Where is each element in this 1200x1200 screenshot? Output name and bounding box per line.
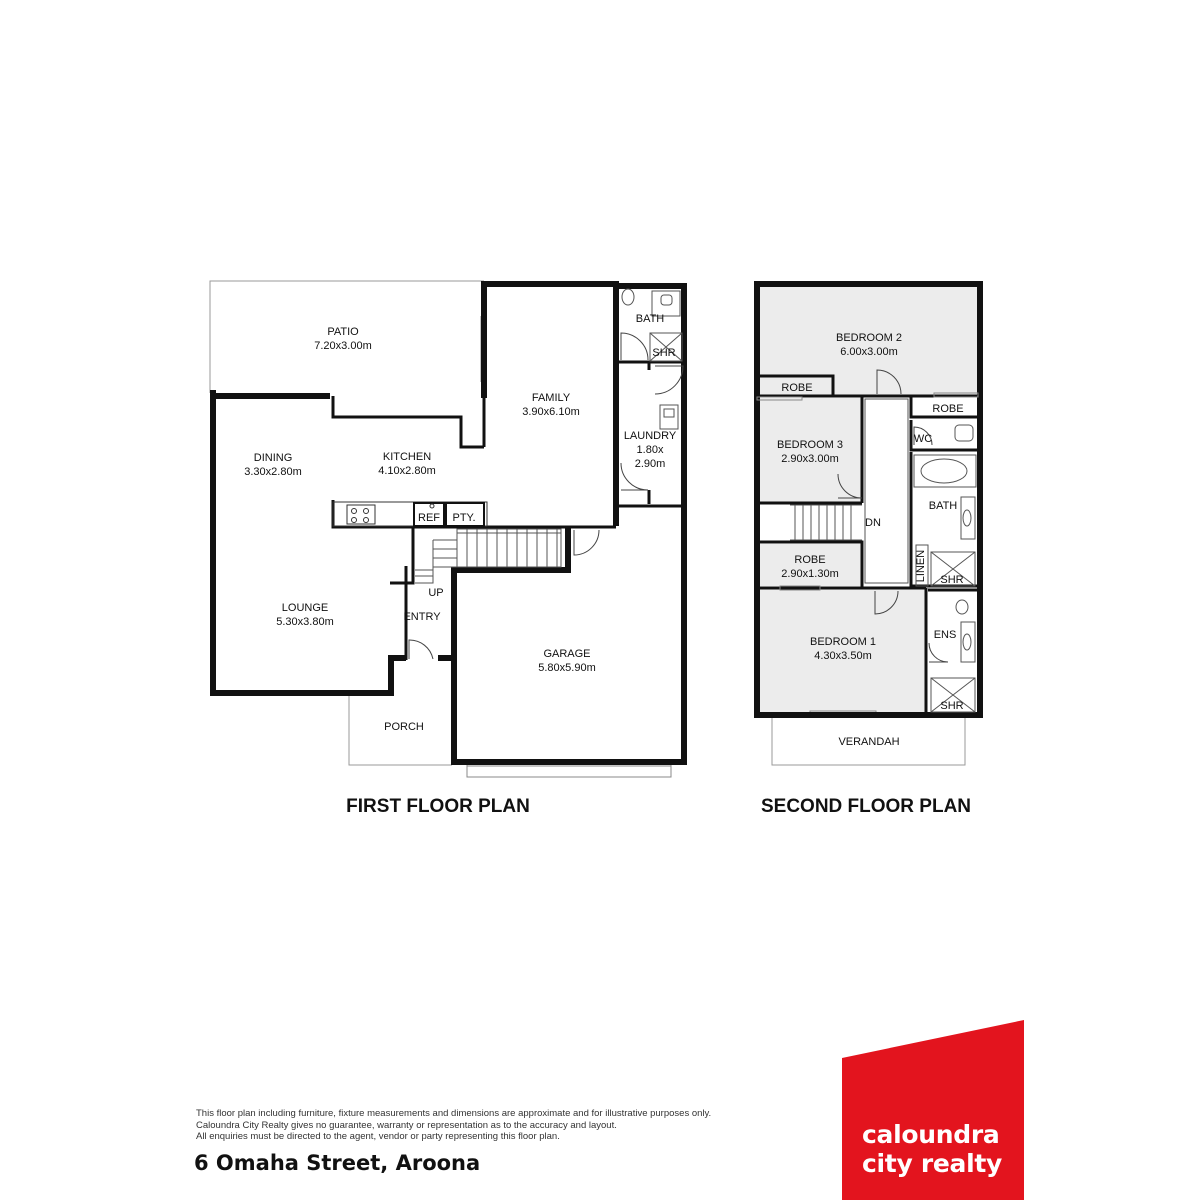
second-floor-plan [757,284,980,817]
label-shr-a: SHR [940,574,964,586]
dims-bedroom-1: 4.30x3.50m [814,650,872,662]
dims-patio: 7.20x3.00m [314,340,372,352]
label-wc: WC [913,433,933,445]
dims-bedroom-3: 2.90x3.00m [781,453,839,465]
label-robe-c: ROBE [794,554,826,566]
dims-lounge: 5.30x3.80m [276,616,334,628]
label-ref: REF [418,512,440,524]
disclaimer-text [196,1108,816,1143]
dims-laundry-1: 1.80x [636,444,664,456]
brand-line-1: caloundra [862,1120,1000,1149]
first-floor-stairs [415,529,561,583]
dims-bedroom-2: 6.00x3.00m [840,346,898,358]
label-patio: PATIO [327,326,359,338]
first-floor-doors [409,333,683,659]
dims-kitchen: 4.10x2.80m [378,465,436,477]
label-ens: ENS [933,629,957,641]
dims-family: 3.90x6.10m [522,406,580,418]
label-pty: PTY. [452,512,476,524]
label-bedroom-2: BEDROOM 2 [835,332,903,344]
property-address: 6 Omaha Street, Aroona [194,1151,481,1175]
label-bath: BATH [635,313,665,325]
label-verandah: VERANDAH [838,736,900,748]
disclaimer-line: This floor plan including furniture, fixture measurements and dimensions are approximate and for illustrative purposes only. [196,1108,712,1119]
label-laundry: LAUNDRY [623,430,677,442]
label-shr-b: SHR [940,700,964,712]
label-robe-a: ROBE [781,382,813,394]
label-porch: PORCH [384,721,424,733]
label-shr: SHR [652,347,676,359]
disclaimer-line: Caloundra City Realty gives no guarantee, warranty or representation as to the accuracy and layout. [196,1119,617,1131]
label-lounge: LOUNGE [281,602,329,614]
label-bedroom-1: BEDROOM 1 [809,636,877,648]
brand-logo-text [862,1120,1002,1178]
first-floor-interior-walls [333,362,686,660]
label-bedroom-3: BEDROOM 3 [776,439,844,451]
dims-robe-c: 2.90x1.30m [781,568,839,580]
label-linen: LINEN [915,549,927,583]
label-robe-b: ROBE [932,403,964,415]
first-floor-title: FIRST FLOOR PLAN [346,796,530,817]
label-kitchen: KITCHEN [382,451,432,463]
label-garage: GARAGE [543,648,591,660]
first-floor-plan [210,281,686,817]
first-floor-bath-fixtures [622,289,682,429]
label-bath-upstairs: BATH [928,500,958,512]
label-family: FAMILY [531,392,571,404]
second-floor-title: SECOND FLOOR PLAN [760,796,972,817]
label-dn: DN [865,517,881,529]
label-entry: ENTRY [403,611,441,623]
label-up: UP [428,587,444,599]
disclaimer-line: All enquiries must be directed to the agent, vendor or party representing this floor plan. [196,1131,560,1142]
dims-garage: 5.80x5.90m [538,662,596,674]
dims-dining: 3.30x2.80m [244,466,302,478]
first-floor-labels [244,313,677,733]
label-dining: DINING [253,452,293,464]
dims-laundry-2: 2.90m [634,458,666,470]
brand-line-2: city realty [862,1149,1003,1178]
